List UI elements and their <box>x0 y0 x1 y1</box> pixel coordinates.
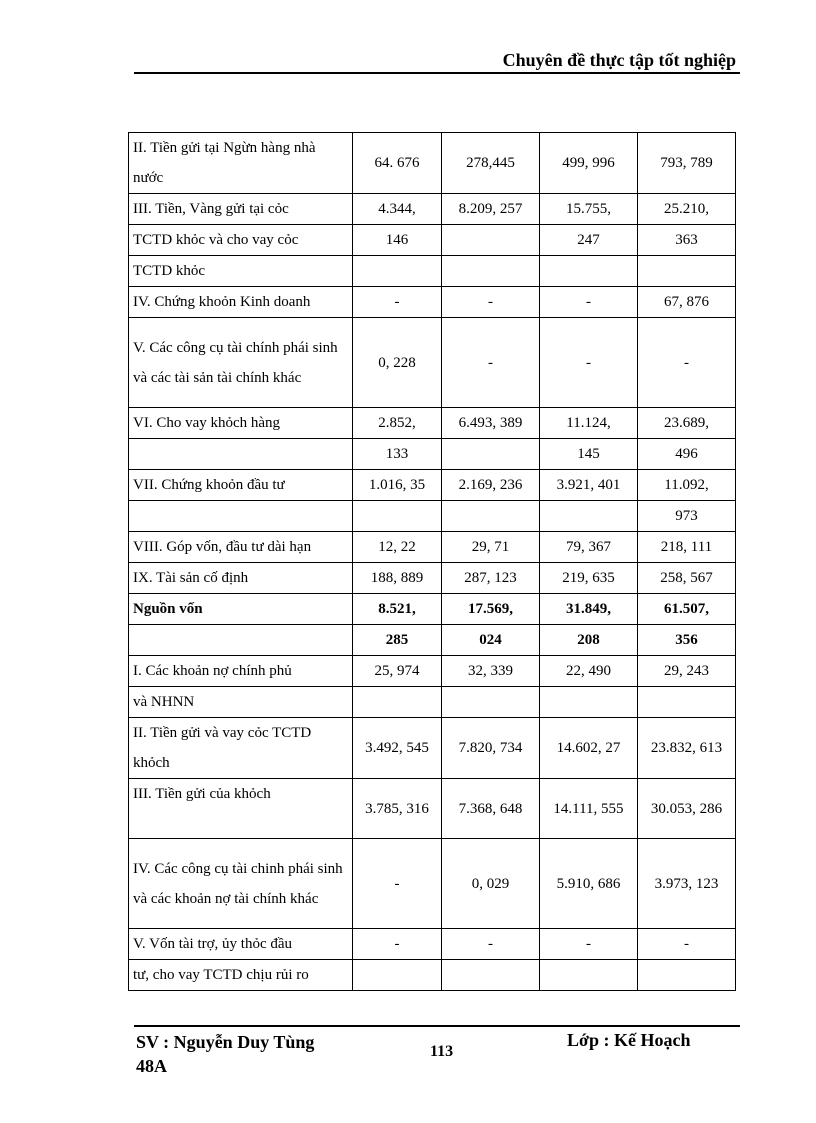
table-cell: 67, 876 <box>638 287 736 318</box>
table-cell <box>353 256 442 287</box>
table-cell: 3.492, 545 <box>353 718 442 779</box>
row-label: VIII. Góp vốn, đầu tư dài hạn <box>129 532 353 563</box>
table-cell <box>442 687 540 718</box>
row-label <box>129 625 353 656</box>
row-label: III. Tiền gửi của khỏch <box>129 779 353 839</box>
row-label: TCTD khỏc và cho vay cỏc <box>129 225 353 256</box>
table-cell: 11.124, <box>540 408 638 439</box>
table-cell: 14.111, 555 <box>540 779 638 839</box>
table-cell <box>540 687 638 718</box>
table-cell: 496 <box>638 439 736 470</box>
table-cell: 6.493, 389 <box>442 408 540 439</box>
table-cell: - <box>540 318 638 408</box>
table-cell: - <box>442 929 540 960</box>
table-cell: 285 <box>353 625 442 656</box>
table-row <box>129 287 736 318</box>
table-cell: 29, 71 <box>442 532 540 563</box>
row-label: II. Tiền gửi và vay cỏc TCTD khỏch <box>129 718 353 779</box>
row-label: IV. Chứng khoỏn Kinh doanh <box>129 287 353 318</box>
table-row <box>129 687 736 718</box>
table-cell: 1.016, 35 <box>353 470 442 501</box>
row-label <box>129 501 353 532</box>
table-cell <box>353 501 442 532</box>
table-row <box>129 318 736 408</box>
table-cell <box>442 225 540 256</box>
table-cell: 356 <box>638 625 736 656</box>
table-cell: 32, 339 <box>442 656 540 687</box>
table-cell <box>442 960 540 991</box>
student-info <box>136 1030 314 1078</box>
table-cell: 79, 367 <box>540 532 638 563</box>
table-cell: 5.910, 686 <box>540 839 638 929</box>
table-cell: 146 <box>353 225 442 256</box>
table-cell: 0, 228 <box>353 318 442 408</box>
table-row <box>129 656 736 687</box>
student-cohort: 48A <box>136 1056 167 1076</box>
table-cell: 247 <box>540 225 638 256</box>
footer-divider <box>134 1025 740 1027</box>
table-cell: 15.755, <box>540 194 638 225</box>
class-label: Lớp : Kế Hoạch <box>567 1030 691 1050</box>
table-cell: 14.602, 27 <box>540 718 638 779</box>
table-cell: 218, 111 <box>638 532 736 563</box>
row-label: I. Các khoản nợ chính phủ <box>129 656 353 687</box>
row-label: Nguồn vốn <box>129 594 353 625</box>
table-cell: 17.569, <box>442 594 540 625</box>
table-cell: - <box>353 287 442 318</box>
table-cell: 4.344, <box>353 194 442 225</box>
table-cell: 208 <box>540 625 638 656</box>
table-cell: - <box>353 929 442 960</box>
table-cell: 64. 676 <box>353 133 442 194</box>
table-row <box>129 133 736 194</box>
table-cell <box>442 256 540 287</box>
table-cell: 287, 123 <box>442 563 540 594</box>
page-header-title: Chuyên đề thực tập tốt nghiệp <box>502 50 736 70</box>
table-cell: 7.820, 734 <box>442 718 540 779</box>
table-cell <box>638 687 736 718</box>
table-cell: - <box>540 929 638 960</box>
table-cell: 024 <box>442 625 540 656</box>
table-row <box>129 532 736 563</box>
table-cell: 145 <box>540 439 638 470</box>
table-cell: 0, 029 <box>442 839 540 929</box>
row-label: VI. Cho vay khỏch hàng <box>129 408 353 439</box>
table-row <box>129 839 736 929</box>
table-row <box>129 256 736 287</box>
table-cell <box>540 256 638 287</box>
table-cell: - <box>540 287 638 318</box>
page-number: 113 <box>430 1043 454 1060</box>
row-label: II. Tiền gửi tại Ngừn hàng nhà nước <box>129 133 353 194</box>
table-cell: 363 <box>638 225 736 256</box>
row-label: V. Vốn tài trợ, ủy thỏc đầu <box>129 929 353 960</box>
table-cell: - <box>638 929 736 960</box>
table-cell: 2.852, <box>353 408 442 439</box>
table-cell: 2.169, 236 <box>442 470 540 501</box>
table-cell: 29, 243 <box>638 656 736 687</box>
table-cell: 278,445 <box>442 133 540 194</box>
row-label <box>129 439 353 470</box>
table-cell: 8.521, <box>353 594 442 625</box>
table-cell: 258, 567 <box>638 563 736 594</box>
table-cell: - <box>442 318 540 408</box>
table-cell: 30.053, 286 <box>638 779 736 839</box>
table-cell: - <box>638 318 736 408</box>
table-cell: 8.209, 257 <box>442 194 540 225</box>
row-label: V. Các công cụ tài chính phái sinh và các tài sản tài chính khác <box>129 318 353 408</box>
table-cell: 61.507, <box>638 594 736 625</box>
row-label: III. Tiền, Vàng gửi tại cỏc <box>129 194 353 225</box>
table-cell: 3.785, 316 <box>353 779 442 839</box>
table-row <box>129 439 736 470</box>
table-cell <box>638 256 736 287</box>
table-cell: 499, 996 <box>540 133 638 194</box>
table-cell: 22, 490 <box>540 656 638 687</box>
balance-table <box>128 132 736 991</box>
table-cell: 3.973, 123 <box>638 839 736 929</box>
table-cell <box>353 687 442 718</box>
student-name: SV : Nguyễn Duy Tùng <box>136 1032 315 1052</box>
table-cell: 25, 974 <box>353 656 442 687</box>
table-row <box>129 408 736 439</box>
table-row <box>129 779 736 839</box>
table-cell: 3.921, 401 <box>540 470 638 501</box>
table-row <box>129 594 736 625</box>
table-row <box>129 501 736 532</box>
table-cell <box>540 960 638 991</box>
table-cell: 25.210, <box>638 194 736 225</box>
table-cell: 23.689, <box>638 408 736 439</box>
table-cell: - <box>353 839 442 929</box>
table-row <box>129 625 736 656</box>
table-cell <box>638 960 736 991</box>
table-cell: 188, 889 <box>353 563 442 594</box>
table-row <box>129 929 736 960</box>
table-cell <box>353 960 442 991</box>
table-cell <box>442 501 540 532</box>
row-label: IX. Tài sản cố định <box>129 563 353 594</box>
table-row <box>129 225 736 256</box>
row-label: IV. Các công cụ tài chinh phái sinh và các khoản nợ tài chính khác <box>129 839 353 929</box>
table-row <box>129 470 736 501</box>
table-cell: 31.849, <box>540 594 638 625</box>
table-cell: 973 <box>638 501 736 532</box>
table-cell: 793, 789 <box>638 133 736 194</box>
table-cell: - <box>442 287 540 318</box>
table-cell: 7.368, 648 <box>442 779 540 839</box>
table-cell: 23.832, 613 <box>638 718 736 779</box>
table-cell <box>540 501 638 532</box>
header-divider <box>134 72 740 74</box>
table-row <box>129 960 736 991</box>
row-label: VII. Chứng khoỏn đầu tư <box>129 470 353 501</box>
table-cell: 133 <box>353 439 442 470</box>
table-cell: 219, 635 <box>540 563 638 594</box>
row-label: TCTD khỏc <box>129 256 353 287</box>
table-cell: 12, 22 <box>353 532 442 563</box>
table-cell <box>442 439 540 470</box>
table-row <box>129 563 736 594</box>
table-row <box>129 194 736 225</box>
row-label: và NHNN <box>129 687 353 718</box>
table-row <box>129 718 736 779</box>
row-label: tư, cho vay TCTD chịu rủi ro <box>129 960 353 991</box>
table-cell: 11.092, <box>638 470 736 501</box>
